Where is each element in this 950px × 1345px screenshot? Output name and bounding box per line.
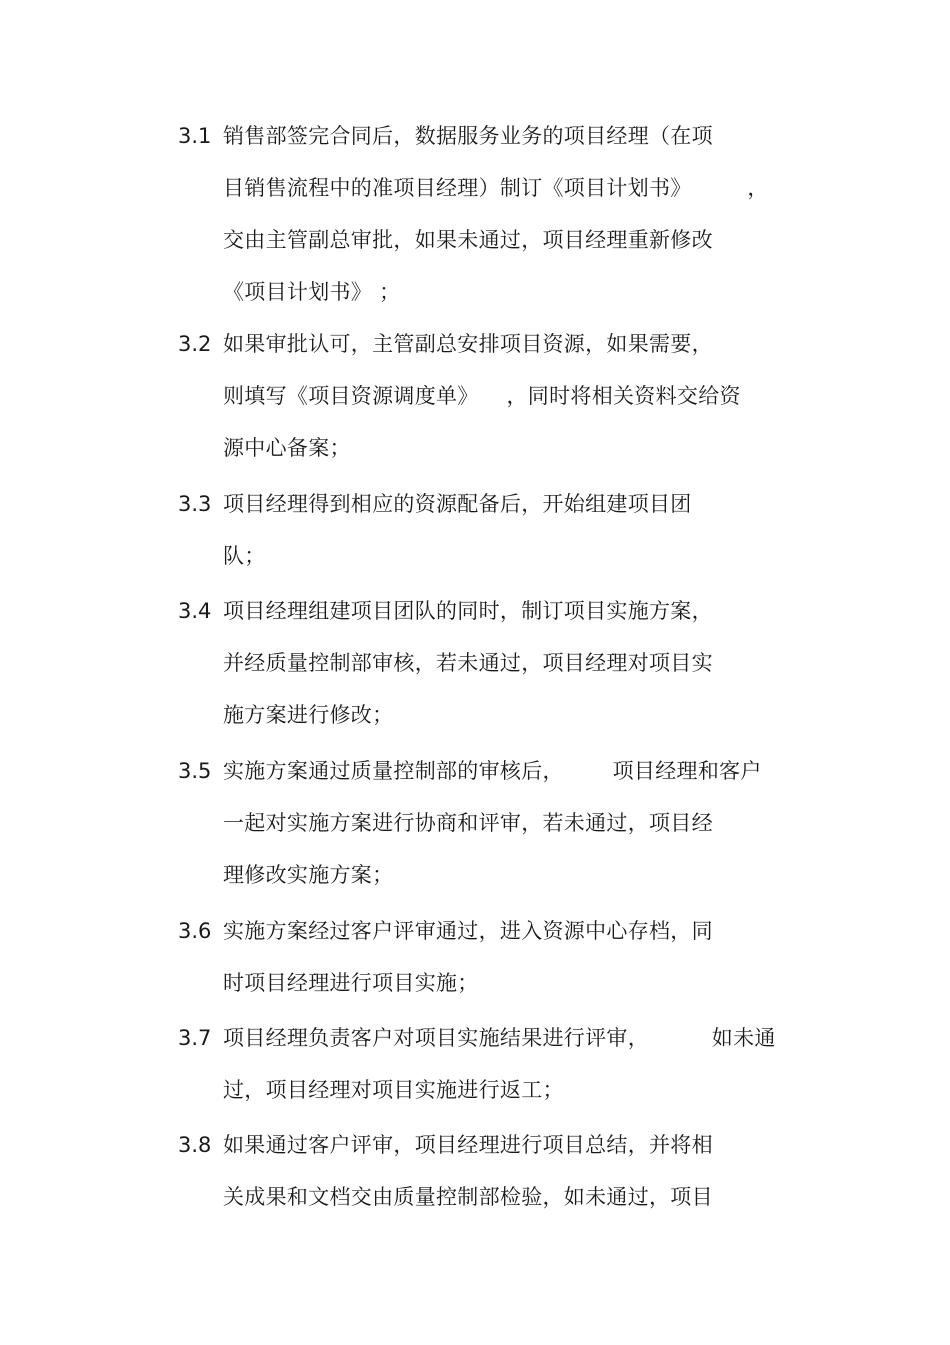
item-text-line: 如果审批认可，主管副总安排项目资源，如果需要， [223, 332, 713, 356]
item-text-line: 源中心备案； [223, 436, 351, 460]
item-text-line: 时项目经理进行项目实施； [223, 971, 479, 995]
item-text-line: 《项目计划书》 ； [223, 280, 401, 304]
item-text-line: 目销售流程中的准项目经理）制订《项目计划书》 ， [223, 176, 769, 200]
item-number: 3.6 [178, 919, 212, 943]
item-number: 3.2 [178, 332, 212, 356]
item-text-line: 一起对实施方案进行协商和评审，若未通过，项目经 [223, 811, 713, 835]
item-number: 3.8 [178, 1133, 212, 1157]
item-text-line: 项目经理负责客户对项目实施结果进行评审， 如未通 [223, 1026, 776, 1050]
item-text-line: 销售部签完合同后，数据服务业务的项目经理（在项 [223, 124, 713, 148]
item-text-line: 项目经理得到相应的资源配备后，开始组建项目团 [223, 492, 692, 516]
item-text-line: 队； [223, 544, 266, 568]
item-text-line: 并经质量控制部审核，若未通过，项目经理对项目实 [223, 651, 713, 675]
item-text-line: 过，项目经理对项目实施进行返工； [223, 1078, 564, 1102]
item-text-line: 施方案进行修改； [223, 703, 394, 727]
item-text-line: 理修改实施方案； [223, 863, 394, 887]
item-number: 3.7 [178, 1026, 212, 1050]
item-number: 3.1 [178, 124, 212, 148]
item-number: 3.4 [178, 599, 212, 623]
item-text-line: 项目经理组建项目团队的同时，制订项目实施方案， [223, 599, 713, 623]
item-text-line: 如果通过客户评审，项目经理进行项目总结，并将相 [223, 1133, 713, 1157]
item-text-line: 实施方案经过客户评审通过，进入资源中心存档，同 [223, 919, 713, 943]
item-text-line: 则填写《项目资源调度单》 ，同时将相关资料交给资 [223, 384, 741, 408]
item-text-line: 关成果和文档交由质量控制部检验，如未通过，项目 [223, 1185, 713, 1209]
item-text-line: 实施方案通过质量控制部的审核后， 项目经理和客户 [223, 759, 762, 783]
item-text-line: 交由主管副总审批，如果未通过，项目经理重新修改 [223, 228, 713, 252]
item-number: 3.3 [178, 492, 212, 516]
item-number: 3.5 [178, 759, 212, 783]
